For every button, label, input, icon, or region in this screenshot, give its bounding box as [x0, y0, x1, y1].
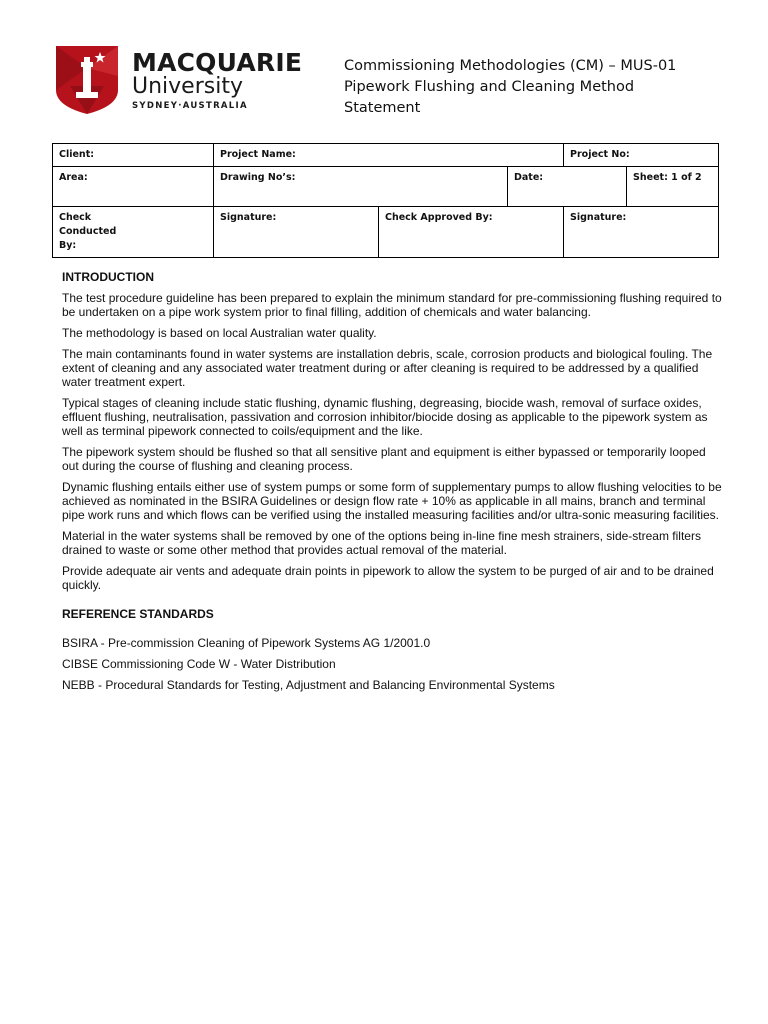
- title-line: Commissioning Methodologies (CM) – MUS-01: [344, 58, 677, 74]
- project-name-field[interactable]: Project Name:: [214, 144, 564, 167]
- intro-paragraph: Provide adequate air vents and adequate drain points in pipework to allow the system to be purged of air and to be drained quickly.: [62, 564, 714, 592]
- check-approved-by-field[interactable]: Check Approved By:: [379, 207, 564, 258]
- check-conducted-label: Conducted: [59, 226, 117, 237]
- document-title: [344, 56, 724, 119]
- intro-paragraph: The methodology is based on local Australian water quality.: [62, 326, 377, 340]
- logo-sub: University: [132, 74, 243, 99]
- reference-item: NEBB - Procedural Standards for Testing, Adjustment and Balancing Environmental Systems: [62, 678, 555, 692]
- drawing-nos-field[interactable]: Drawing No’s:: [214, 167, 508, 207]
- reference-item: BSIRA - Pre-commission Cleaning of Pipework Systems AG 1/2001.0: [62, 636, 431, 650]
- project-info-table: [52, 143, 719, 258]
- signature-field-2[interactable]: Signature:: [564, 207, 719, 258]
- reference-item: CIBSE Commissioning Code W - Water Distribution: [62, 657, 336, 671]
- logo-location: SYDNEY·AUSTRALIA: [132, 101, 248, 111]
- intro-paragraph: Dynamic flushing entails either use of system pumps or some form of supplementary pumps to allow flushing velocities to be achieved as nominated in the BSIRA Guidelines or design flow rate + 10% as applicable in all mains, branch and terminal pipe work runs and which flows can be verified using the installed measuring facilities and/or ultra-sonic measuring facilities.: [62, 480, 722, 522]
- logo-name: MACQUARIE: [132, 48, 303, 77]
- title-line: Pipework Flushing and Cleaning Method: [344, 79, 635, 95]
- intro-paragraph: Typical stages of cleaning include static flushing, dynamic flushing, degreasing, biocide wash, removal of surface oxides, effluent flushing, neutralisation, passivation and corrosion inhibitor/biocide dosing as applicable to the pipework system as well as terminal pipework connected to coils/equipment and the like.: [62, 396, 708, 438]
- introduction-heading: INTRODUCTION: [62, 270, 154, 284]
- document-body: [62, 270, 722, 699]
- intro-paragraph: Material in the water systems shall be removed by one of the options being in-line fine mesh strainers, side-stream filters drained to waste or some other method that provides actual removal of the material.: [62, 529, 701, 557]
- intro-paragraph: The main contaminants found in water systems are installation debris, scale, corrosion products and biological fouling. The extent of cleaning and any associated water treatment during or after cleaning is required to be addressed by a qualified water treatment expert.: [62, 347, 713, 389]
- intro-paragraph: The test procedure guideline has been prepared to explain the minimum standard for pre-commissioning flushing required to be undertaken on a pipe work system prior to final filling, addition of chemicals and water balancing.: [62, 291, 722, 319]
- check-conducted-label: Check: [59, 212, 92, 223]
- project-no-field[interactable]: Project No:: [564, 144, 719, 167]
- client-field[interactable]: Client:: [53, 144, 214, 167]
- title-line: Statement: [344, 100, 421, 116]
- lighthouse-crest-icon: [56, 46, 118, 114]
- signature-field-1[interactable]: Signature:: [214, 207, 379, 258]
- intro-paragraph: The pipework system should be flushed so that all sensitive plant and equipment is either bypassed or temporarily looped out during the course of flushing and cleaning process.: [62, 445, 706, 473]
- sheet-field: Sheet: 1 of 2: [627, 167, 719, 207]
- check-conducted-label: By:: [59, 240, 77, 251]
- university-logo: [56, 46, 303, 114]
- date-field[interactable]: Date:: [508, 167, 627, 207]
- logo-wordmark: [132, 50, 302, 111]
- reference-standards-heading: REFERENCE STANDARDS: [62, 607, 214, 621]
- check-conducted-by-field[interactable]: [53, 207, 214, 258]
- area-field[interactable]: Area:: [53, 167, 214, 207]
